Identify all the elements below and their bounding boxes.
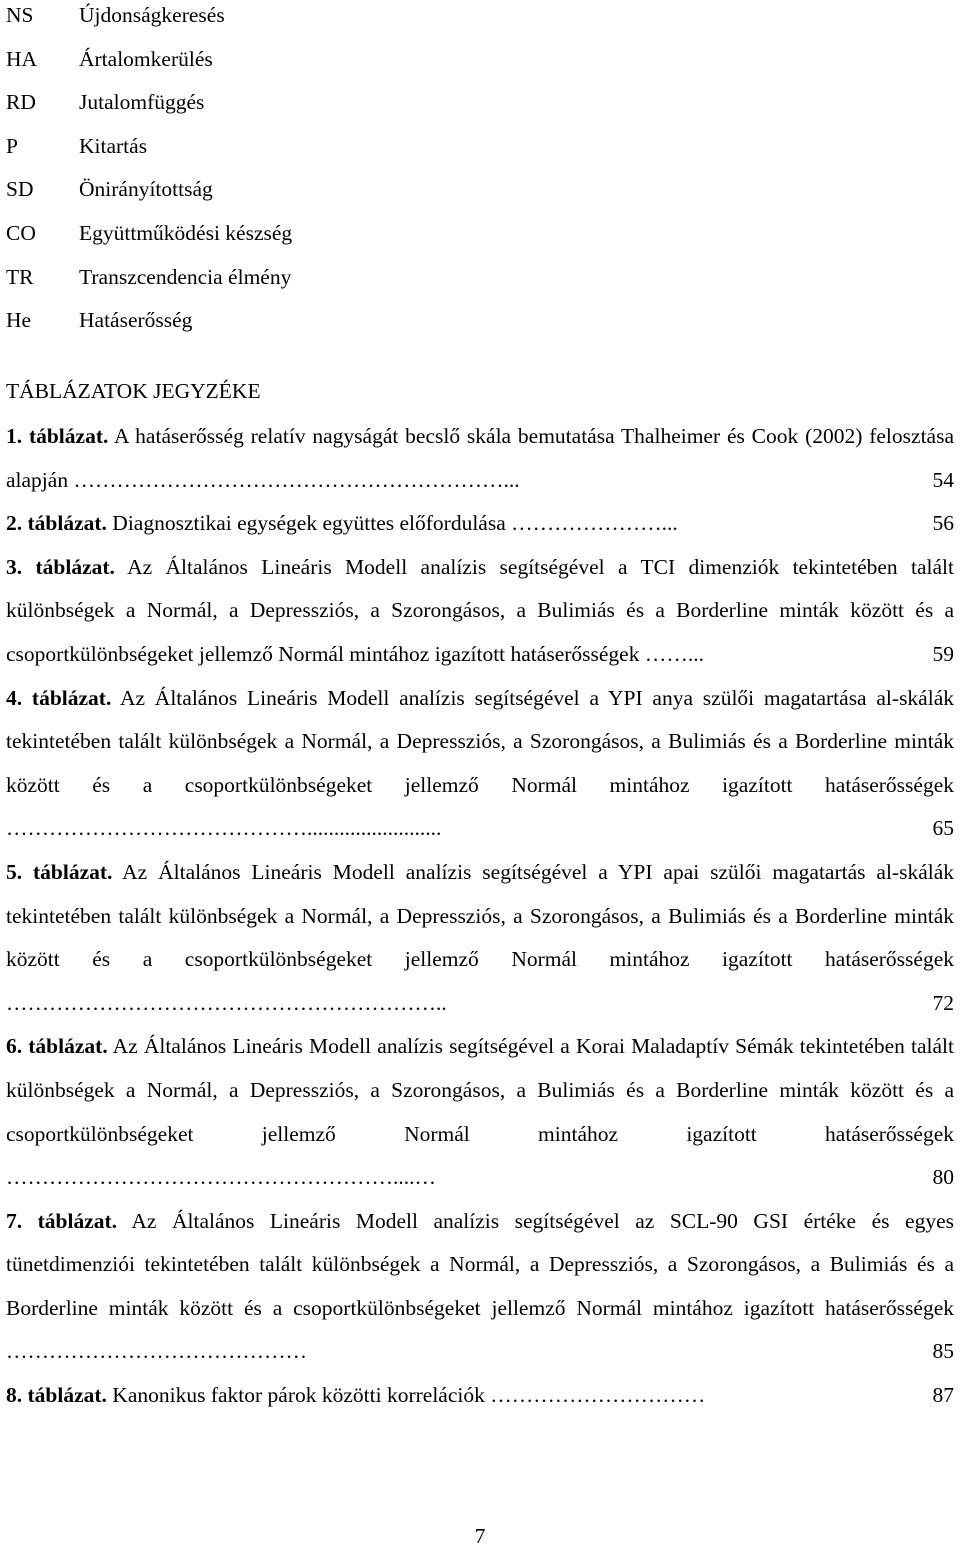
toc-entry-leader: …………………...: [511, 511, 678, 536]
page-number: 7: [474, 1524, 486, 1548]
toc-entry-number: 8. táblázat.: [6, 1383, 107, 1408]
toc-entry-number: 7. táblázat.: [6, 1208, 118, 1233]
toc-entry[interactable]: [6, 502, 954, 546]
toc-entry-leader: ……………………………………………………...: [73, 467, 520, 492]
toc-entry-page: 59: [932, 641, 954, 666]
abbreviation-term: Transzcendencia élmény: [79, 264, 292, 289]
toc-entry-page: 80: [932, 1165, 954, 1190]
abbreviation-row: [6, 168, 946, 212]
abbreviation-row: [6, 256, 946, 300]
abbreviation-code: CO: [6, 220, 36, 245]
toc-entry[interactable]: [6, 1200, 954, 1374]
toc-entry-number: 4. táblázat.: [6, 685, 112, 710]
abbreviation-term: Együttműködési készség: [79, 220, 293, 245]
abbreviation-list: [6, 0, 946, 343]
abbreviation-code: RD: [6, 90, 36, 115]
toc-entry-page: 87: [932, 1383, 954, 1408]
toc-entry-title: Diagnosztikai egységek együttes előfordulása: [112, 511, 506, 536]
toc-entry[interactable]: [6, 546, 954, 677]
toc-entry-number: 2. táblázat.: [6, 511, 107, 536]
abbreviation-row: [6, 125, 946, 169]
toc-entry-page: 54: [932, 467, 954, 492]
toc-entry-title: A hatáserősség relatív nagyságát becslő skála bemutatása Thalheimer és Cook (2002) felosztása alapján: [6, 424, 954, 492]
toc-entry-page: 85: [932, 1339, 954, 1364]
abbreviation-term: Önirányítottság: [79, 177, 213, 202]
abbreviation-code: He: [6, 308, 32, 333]
toc-entry-title: Az Általános Lineáris Modell analízis segítségével a YPI anya szülői magatartása al-skálák tekintetében talált különbségek a Normál, a Depressziós, a Szorongásos, a Bulimiás és a Borderline minták között és a csoportkülönbségeket jellemző Normál mintához igazított hatáserősségek: [6, 685, 954, 797]
abbreviation-code: TR: [6, 264, 34, 289]
abbreviation-term: Újdonságkeresés: [79, 3, 225, 27]
toc-entry-title: Kanonikus faktor párok közötti korrelációk: [112, 1383, 485, 1408]
abbreviation-term: Kitartás: [79, 133, 148, 158]
toc-entry-title: Az Általános Lineáris Modell analízis segítségével a YPI apai szülői magatartás al-skálák tekintetében talált különbségek a Normál, a Depressziós, a Szorongásos, a Bulimiás és a Borderline minták között és a csoportkülönbségeket jellemző Normál mintához igazított hatáserősségek: [6, 859, 954, 972]
abbreviation-row: [6, 0, 946, 38]
toc-entry-title: Az Általános Lineáris Modell analízis segítségével az SCL-90 GSI értéke és egyes tünetdimenziói tekintetében talált különbségek a Normál, a Depressziós, a Szorongásos, a Bulimiás és a Borderline minták között és a csoportkülönbségeket jellemző Normál mintához igazított hatáserősségek: [6, 1208, 954, 1320]
abbreviation-term: Jutalomfüggés: [79, 90, 205, 115]
abbreviation-code: P: [6, 133, 18, 158]
section-title: TÁBLÁZATOK JEGYZÉKE: [6, 379, 261, 403]
toc-entry-number: 6. táblázat.: [6, 1034, 108, 1059]
abbreviation-code: NS: [6, 3, 34, 27]
toc-entry[interactable]: [6, 851, 954, 1025]
toc-entry-leader: ……………………………………………………..: [6, 990, 447, 1015]
abbreviation-term: Ártalomkerülés: [79, 46, 213, 71]
toc-entry-number: 3. táblázat.: [6, 554, 115, 579]
toc-entry[interactable]: [6, 1025, 954, 1199]
toc-entry-title: Az Általános Lineáris Modell analízis segítségével a TCI dimenziók tekintetében talált különbségek a Normál, a Depressziós, a Szorongásos, a Bulimiás és a Borderline minták között és a csoportkülönbségeket jellemző Normál mintához igazított hatáserősségek: [6, 554, 954, 666]
toc-entry-title: Az Általános Lineáris Modell analízis segítségével a Korai Maladaptív Sémák tekintetében talált különbségek a Normál, a Depressziós, a Szorongásos, a Bulimiás és a Borderline minták között és a csoportkülönbségeket jellemző Normál mintához igazított hatáserősségek: [6, 1034, 954, 1146]
abbreviation-code: SD: [6, 177, 34, 202]
toc-entry-leader: …………………………………….........................: [6, 816, 442, 841]
abbreviation-row: [6, 38, 946, 82]
abbreviation-row: [6, 212, 946, 256]
abbreviation-row: [6, 299, 946, 343]
abbreviation-code: HA: [6, 46, 38, 71]
abbreviation-row: [6, 81, 946, 125]
table-of-tables: [6, 415, 954, 1418]
toc-entry-number: 1. táblázat.: [6, 424, 109, 448]
toc-entry[interactable]: [6, 1374, 954, 1418]
toc-entry-number: 5. táblázat.: [6, 859, 113, 884]
toc-entry-leader: ………………………………………………....…: [6, 1165, 436, 1190]
toc-entry-page: 56: [932, 511, 954, 536]
toc-entry[interactable]: [6, 415, 954, 502]
toc-entry-page: 72: [932, 990, 954, 1015]
abbreviation-term: Hatáserősség: [79, 308, 193, 333]
toc-entry-leader: ……………………………………: [6, 1339, 307, 1364]
toc-entry-page: 65: [932, 816, 954, 841]
toc-entry[interactable]: [6, 677, 954, 851]
toc-entry-leader: …………………………: [490, 1383, 706, 1408]
toc-entry-leader: ……...: [644, 641, 704, 666]
